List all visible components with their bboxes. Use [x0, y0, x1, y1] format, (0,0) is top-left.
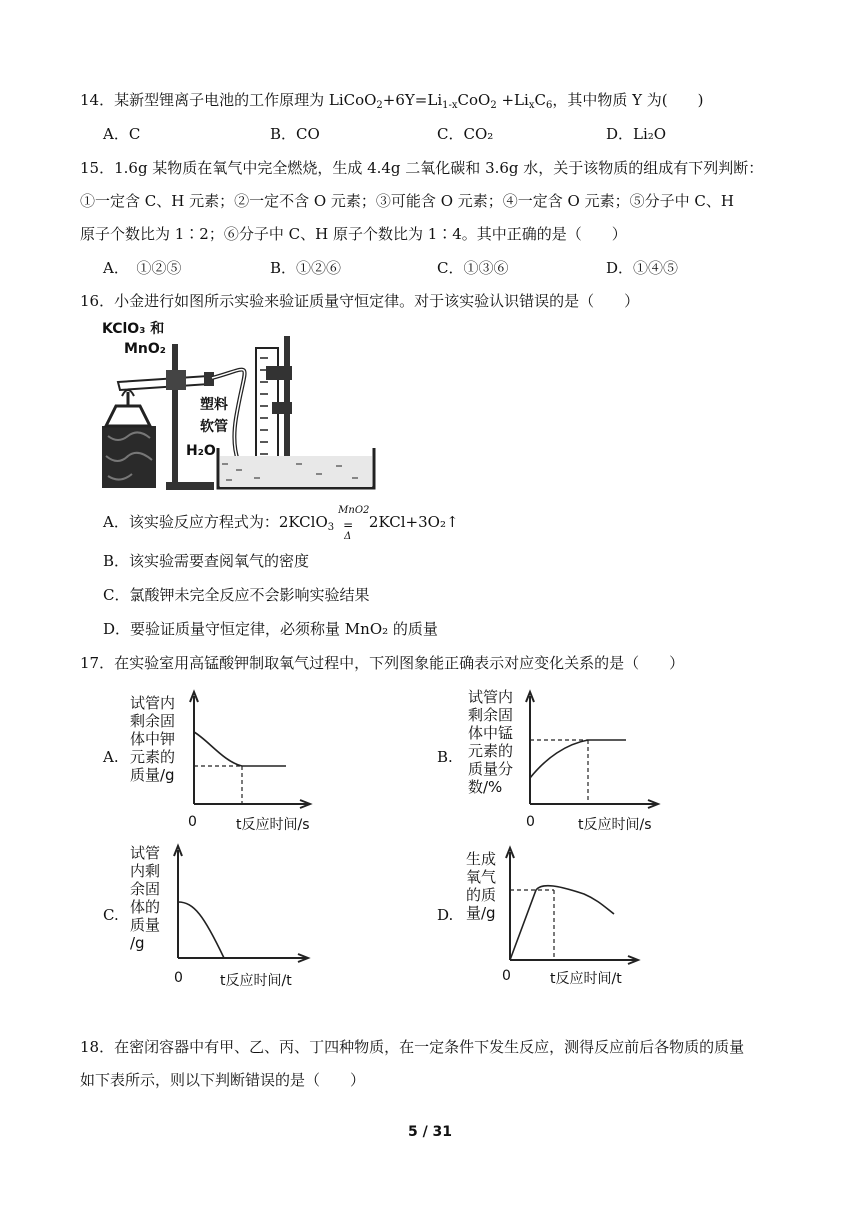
q15-option-d: D．①④⑤ — [606, 259, 679, 277]
q14-option-a: A．C — [103, 125, 141, 143]
q14-stem-part: +Li — [496, 91, 529, 109]
curve — [194, 732, 286, 766]
chart-c-letter: C. — [103, 906, 119, 924]
ylabel-line: /g — [130, 934, 145, 952]
chart-d-letter: D. — [437, 906, 454, 924]
curve — [530, 740, 626, 778]
q16-option-c: C．氯酸钾未完全反应不会影响实验结果 — [103, 586, 370, 604]
label-kclo3: KClO₃ 和 — [102, 321, 165, 337]
label-water: H₂O — [186, 443, 216, 459]
chart-c-origin: 0 — [174, 970, 183, 986]
chart-c — [128, 842, 328, 992]
ylabel-line: 质量 — [130, 916, 161, 934]
chart-b-letter: B. — [437, 748, 453, 766]
chart-a-xlabel: t反应时间/s — [236, 817, 310, 833]
q15-option-b: B．①②⑥ — [270, 259, 342, 277]
chart-d-origin: 0 — [502, 968, 511, 984]
ylabel-line: 内剩 — [130, 862, 161, 880]
chart-d — [464, 842, 664, 992]
q16-option-b: B．该实验需要查阅氧气的密度 — [103, 552, 310, 570]
chart-b-origin: 0 — [526, 814, 535, 830]
curve — [178, 902, 224, 958]
chart-a-origin: 0 — [188, 814, 197, 830]
q16-option-a-text: A．该实验反应方程式为：2KClO — [103, 513, 328, 531]
q18-line-2: 如下表所示，则以下判断错误的是（ ） — [80, 1071, 366, 1089]
q14-stem-part: ，其中物质 Y 为( ) — [552, 91, 704, 109]
chart-d-xlabel: t反应时间/t — [550, 971, 622, 987]
q16-stem: 16．小金进行如图所示实验来验证质量守恒定律。对于该实验认识错误的是（ ） — [80, 292, 640, 310]
ylabel-line: 量/g — [466, 904, 496, 922]
chart-c-xlabel: t反应时间/t — [220, 973, 292, 989]
curve — [510, 886, 614, 960]
ylabel-line: 体中锰 — [468, 724, 514, 742]
q14-option-d: D．Li₂O — [606, 125, 667, 143]
reaction-condition — [334, 505, 370, 542]
q16-option-a-products: 2KCl+3O₂↑ — [364, 513, 459, 531]
q16-apparatus-figure — [96, 318, 396, 494]
ylabel-line: 氧气 — [466, 868, 497, 886]
label-mno2: MnO₂ — [124, 341, 166, 357]
q14-stem-part: C — [534, 91, 546, 109]
ylabel-line: 质量分 — [468, 760, 514, 778]
chart-a-letter: A. — [103, 748, 119, 766]
q14-stem: 14．某新型锂离子电池的工作原理为 $LiCoO_2+6Y=Li_{1-x}CoO_2 +Li_xC_6$，其中物质 Y 为( ) — [80, 91, 704, 111]
label-soft-tube-2: 软管 — [200, 419, 228, 435]
ylabel-line: 元素的 — [130, 748, 176, 766]
q14-stem-part: 14．某新型锂离子电池的工作原理为 LiCoO — [80, 91, 377, 109]
q14-option-c: C．CO₂ — [437, 125, 494, 143]
chart-a — [128, 688, 328, 838]
ylabel-line: 剩余固 — [468, 706, 514, 724]
q18-line-1: 18．在密闭容器中有甲、乙、丙、丁四种物质，在一定条件下发生反应，测得反应前后各物质的质量 — [80, 1038, 745, 1056]
page-number: 5 / 31 — [407, 1124, 453, 1140]
q14-stem-part: +6Y=Li — [382, 91, 443, 109]
ylabel-line: 生成 — [466, 850, 497, 868]
ylabel-line: 试管内 — [130, 694, 176, 712]
ylabel-line: 数/% — [468, 778, 503, 796]
ylabel-line: 元素的 — [468, 742, 514, 760]
q15-option-c: C．①③⑥ — [437, 259, 509, 277]
q14-stem-part: CoO — [457, 91, 491, 109]
q14-sub: x — [528, 100, 535, 111]
chart-b-xlabel: t反应时间/s — [578, 817, 652, 833]
q15-line-2: ①一定含 C、H 元素；②一定不含 O 元素；③可能含 O 元素；④一定含 O 元素；⑤分子中 C、H — [80, 192, 734, 210]
label-soft-tube-1: 塑料 — [200, 397, 228, 413]
q14-option-b: B．CO — [270, 125, 320, 143]
ylabel-line: 质量/g — [130, 766, 175, 784]
ylabel-line: 剩余固 — [130, 712, 176, 730]
ylabel-line: 余固 — [130, 880, 161, 898]
chart-b — [466, 688, 676, 838]
q15-line-1: 15．1.6g 某物质在氧气中完全燃烧，生成 4.4g 二氧化碳和 3.6g 水，关于该物质的组成有下列判断： — [80, 159, 764, 177]
ylabel-line: 试管内 — [468, 688, 514, 706]
equals-sign: = — [343, 518, 354, 532]
ylabel-line: 的质 — [466, 886, 497, 904]
q16-option-a: A．该实验反应方程式为：2KClO$_3$ MnO2 = Δ 2KCl+3O₂↑ — [103, 512, 459, 538]
q16-option-d: D．要验证质量守恒定律，必须称量 MnO₂ 的质量 — [103, 620, 438, 638]
q15-option-a: A． ①②⑤ — [103, 259, 182, 277]
q15-line-3: 原子个数比为 1∶2；⑥分子中 C、H 原子个数比为 1∶4。其中正确的是（ ） — [80, 225, 627, 243]
q17-stem: 17．在实验室用高锰酸钾制取氧气过程中，下列图象能正确表示对应变化关系的是（ ） — [80, 654, 685, 672]
ylabel-line: 试管 — [130, 844, 161, 862]
catalyst-label: MnO2 — [338, 505, 370, 516]
ylabel-line: 体的 — [130, 898, 161, 916]
heat-symbol: Δ — [344, 531, 352, 542]
q14-sub: 1-x — [442, 100, 458, 111]
ylabel-line: 体中钾 — [130, 730, 176, 748]
